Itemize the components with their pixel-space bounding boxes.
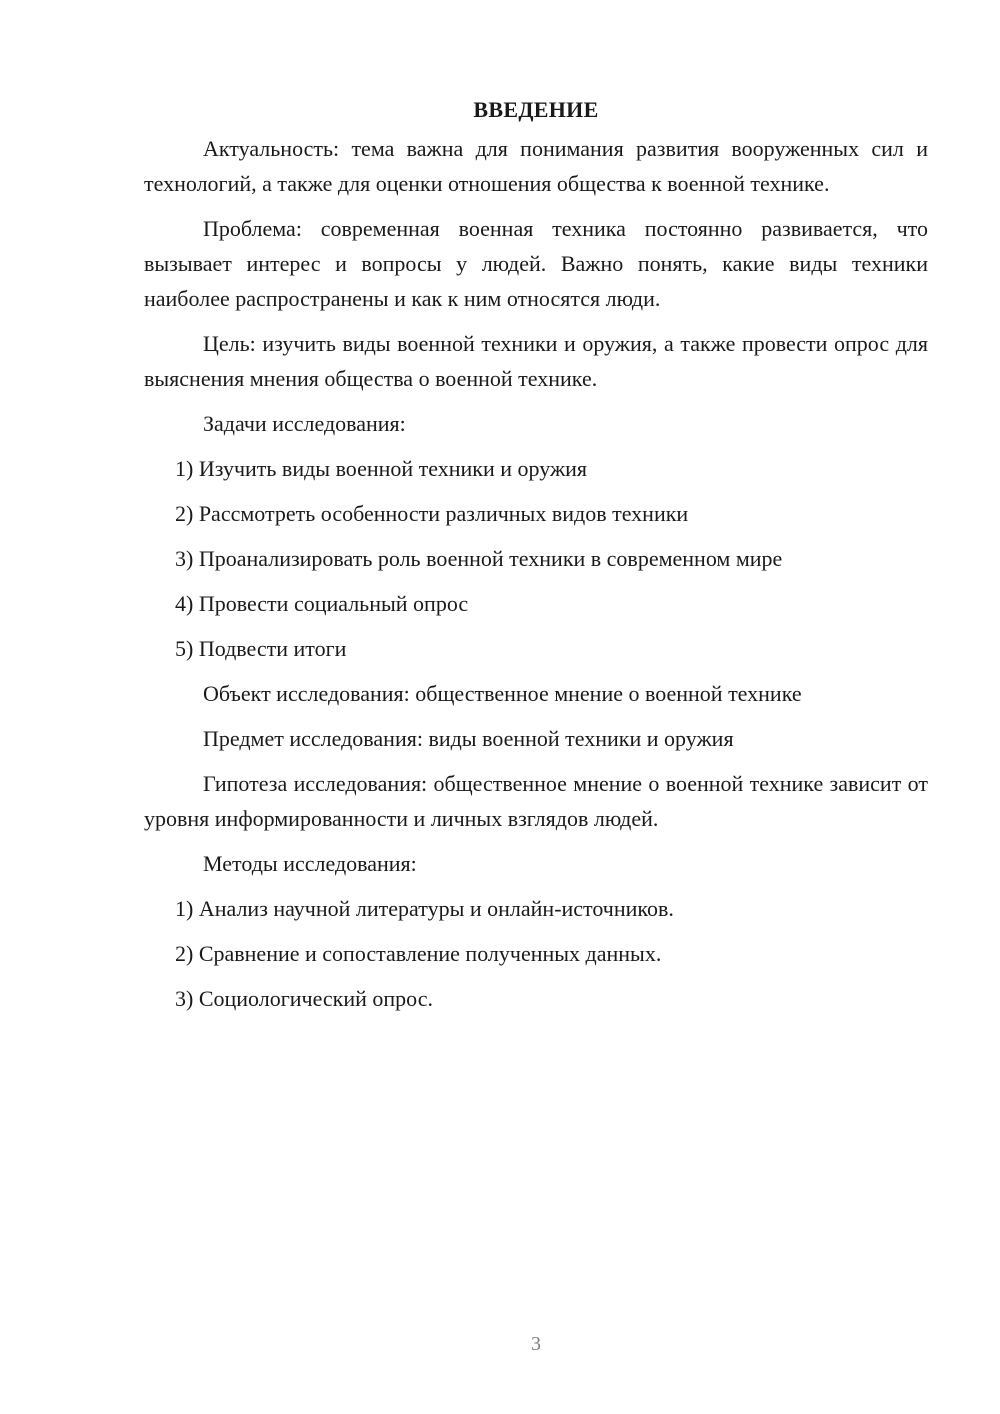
tasks-list — [144, 451, 928, 666]
tasks-title: Задачи исследования: — [203, 411, 406, 436]
problem-paragraph: Проблема: современная военная техника постоянно развивается, что вызывает интерес и вопросы у людей. Важно понять, какие виды техники наиболее распространены и как к ним относятся люди. — [144, 216, 928, 311]
page-number: 3 — [531, 1333, 541, 1355]
hypothesis-paragraph: Гипотеза исследования: общественное мнение о военной технике зависит от уровня информированности и личных взглядов людей. — [144, 771, 928, 831]
methods-list — [144, 891, 928, 1016]
list-item: 3) Социологический опрос. — [175, 986, 433, 1011]
list-item: 4) Провести социальный опрос — [175, 591, 469, 616]
methods-title: Методы исследования: — [203, 851, 417, 876]
relevance-paragraph: Актуальность: тема важна для понимания развития вооруженных сил и технологий, а также для оценки отношения общества к военной технике. — [144, 136, 928, 196]
list-item: 5) Подвести итоги — [175, 636, 347, 661]
list-item: 1) Изучить виды военной техники и оружия — [175, 456, 588, 481]
list-item: 1) Анализ научной литературы и онлайн-источников. — [175, 896, 674, 921]
object-paragraph: Объект исследования: общественное мнение о военной технике — [203, 681, 802, 706]
subject-paragraph: Предмет исследования: виды военной техники и оружия — [203, 726, 734, 751]
section-heading: ВВЕДЕНИЕ — [473, 97, 599, 122]
list-item: 2) Сравнение и сопоставление полученных данных. — [175, 941, 662, 966]
list-item: 3) Проанализировать роль военной техники в современном мире — [175, 546, 783, 571]
list-item: 2) Рассмотреть особенности различных видов техники — [175, 501, 689, 526]
document-page — [144, 92, 928, 1026]
goal-paragraph: Цель: изучить виды военной техники и оружия, а также провести опрос для выяснения мнения общества о военной технике. — [144, 331, 928, 391]
